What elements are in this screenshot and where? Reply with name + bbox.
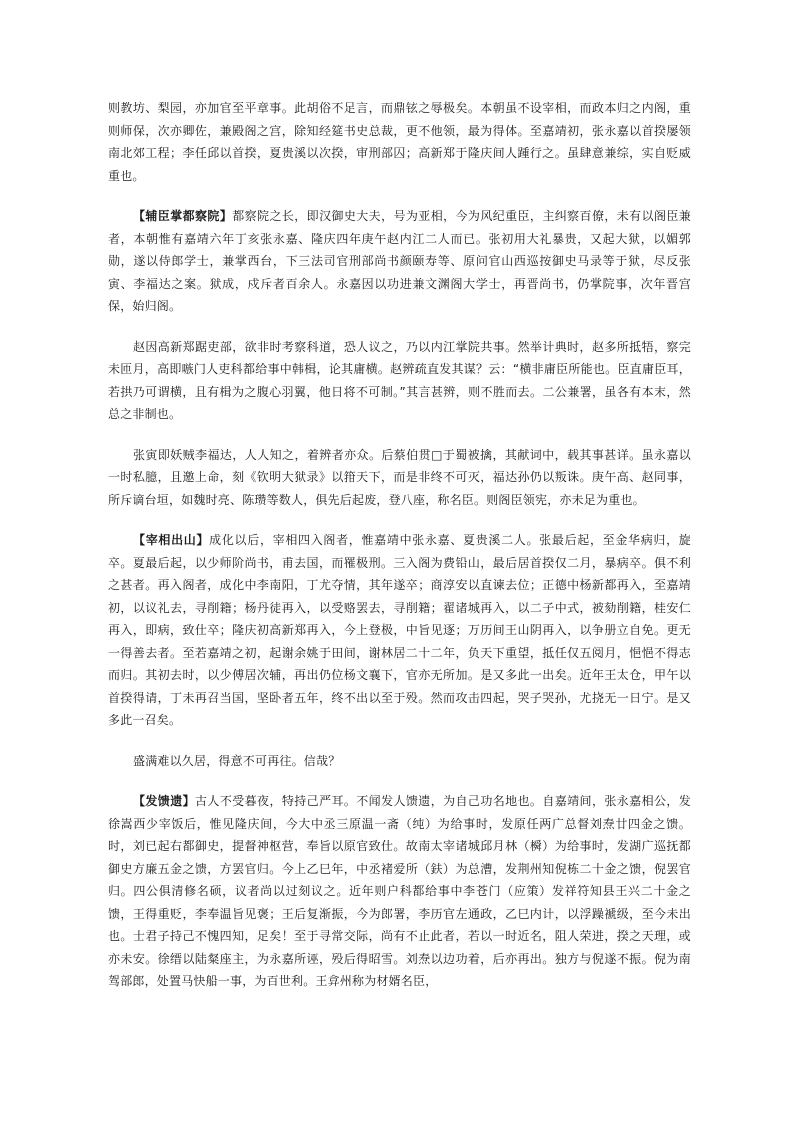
paragraph-text: 张寅即妖贼李福达，人人知之，着辨者亦众。后蔡伯贯□于蜀被擒，其献词中，载其事甚详。虽永嘉以一时私臆，且邀上命，刻《钦明大狱录》以箝天下，而是非终不可灭，福达孙仍以叛诛。庚午高、赵同事，所斥谪台垣，如魏时亮、陈瓒等数人，俱先后起废，登八座，称名臣。则阁臣领宪，亦未足为重也。 <box>108 447 691 507</box>
document-page <box>108 97 691 1011</box>
paragraph-2 <box>108 205 691 318</box>
paragraph-text: 成化以后，宰相四入阁者，惟嘉靖中张永嘉、夏贵溪二人。张最后起，至金华病归，旋卒。夏最后起，以少师阶尚书，甫去国，而罹极刑。三入阁为费铅山，最后居首揆仅二月，暴病卒。俱不利之甚者。再入阁者，成化中李南阳，丁尤夺情，其年遂卒；商淳安以直谏去位；正德中杨新都再入，至嘉靖初，以议礼去，寻削籍；杨丹徒再入，以受赂罢去，寻削籍；翟诸城再入，以二子中式，被劾削籍，桂安仁再入，即病，致仕卒；隆庆初高新郑再入，今上登极，中旨见逐；万历间王山阴再入，以争册立自免。更无一得善去者。至若嘉靖之初，起谢余姚于田间，谢林居二十二年，负天下重望，抵任仅五阅月，悒悒不得志而归。其初去时，以少傅居次辅，再出仍位杨文襄下，官亦无所加。是又多此一出矣。近年王太仓，甲午以首揆得请，丁未再召当国，坚卧者五年，终不出以至于殁。然而攻击四起，哭子哭孙，尤挠无一日宁。是又多此一召矣。 <box>108 533 692 727</box>
paragraph-4 <box>108 444 691 512</box>
section-heading: 【辅臣掌都察院】 <box>133 209 233 223</box>
paragraph-text: 古人不受暮夜，特持己严耳。不闻发人馈遗，为自己功名地也。自嘉靖间，张永嘉相公，发徐嵩西少宰饭后，惟见隆庆间，今大中丞三原温一斋（纯）为给事时，发原任两广总督刘焘廿四金之馈。时，刘已起右都御史，提督神枢营，奉旨以原官致仕。故南太宰诸城邱月林（橓）为给事时，发湖广巡抚都御史方廉五金之馈，方罢官归。今上乙巳年，中丞褚爱所（鈇）为总漕，发荆州知倪栋二十金之馈，倪罢官归。四公俱清修名硕，议者尚以过刻议之。近年则户科都给事中李苍门（应策）发祥符知县王兴二十金之馈，王得重贬，李奉温旨见褒；王后复渐振，今为郎署，李历官左通政，乙巳内计，以浮躁褫级，至今未出也。士君子持己不愧四知，足矣！至于寻常交际，尚有不止此者，若以一时近名，阻人荣进，揆之天理，或亦未安。徐缙以陆粲座主，为永嘉所诬，殁后得昭雪。刘焘以边功着，后亦再出。独方与倪遂不振。倪为南驾部郎，处置马快船一事，为百世利。王弇州称为材婿名臣， <box>108 794 691 988</box>
paragraph-text: 则教坊、梨园，亦加官至平章事。此胡俗不足言，而鼎铉之辱极矣。本朝虽不设宰相，而政本归之内阁，重则师保，次亦卿佐，兼殿阁之宫，除知经筵书史总裁，更不他领，最为得体。至嘉靖初，张永嘉以首揆屡领南北郊工程；李任邱以首揆，夏贵溪以次揆，审刑部囚；高新郑于隆庆间人踵行之。虽肆意兼综，实自贬威重也。 <box>108 101 691 183</box>
paragraph-text: 都察院之长，即汉御史大夫，号为亚相，今为风纪重臣，主纠察百僚，未有以阁臣兼者，本朝惟有嘉靖六年丁亥张永嘉、隆庆四年庚午赵内江二人而已。张初用大礼暴贵，又起大狱，以媚郭勋，遂以侍郎学士，兼掌西台，下三法司官刑部尚书颜颐寿等、原问官山西巡按御史马录等于狱，尽反张寅、李福达之案。狱成，戍斥者百余人。永嘉因以功进兼文渊阁大学士，再晋尚书，仍掌院事，次年晋宫保，始归阁。 <box>108 209 691 313</box>
paragraph-text: 赵因高新郑踞吏部，欲非时考察科道，恐人议之，乃以内江掌院共事。然举计典时，赵多所抵牾，察完未匝月，高即嗾门人吏科都给事中韩楫，论其庸横。赵辨疏直发其谋？云：“横非庸臣所能也。臣直庸臣耳，若拱乃可谓横，且有楫为之腹心羽翼，他日将不可制。”其言甚辨，则不胜而去。二公兼署，虽各有本末，然总之非制也。 <box>108 339 691 421</box>
paragraph-3 <box>108 336 691 426</box>
section-heading: 【发馈遗】 <box>133 794 196 808</box>
section-heading: 【宰相出山】 <box>133 533 210 547</box>
paragraph-text: 盛满难以久居，得意不可再往。信哉？ <box>133 753 341 768</box>
paragraph-7 <box>108 790 691 993</box>
paragraph-6 <box>108 750 691 773</box>
paragraph-1 <box>108 97 691 187</box>
paragraph-5 <box>108 529 691 732</box>
